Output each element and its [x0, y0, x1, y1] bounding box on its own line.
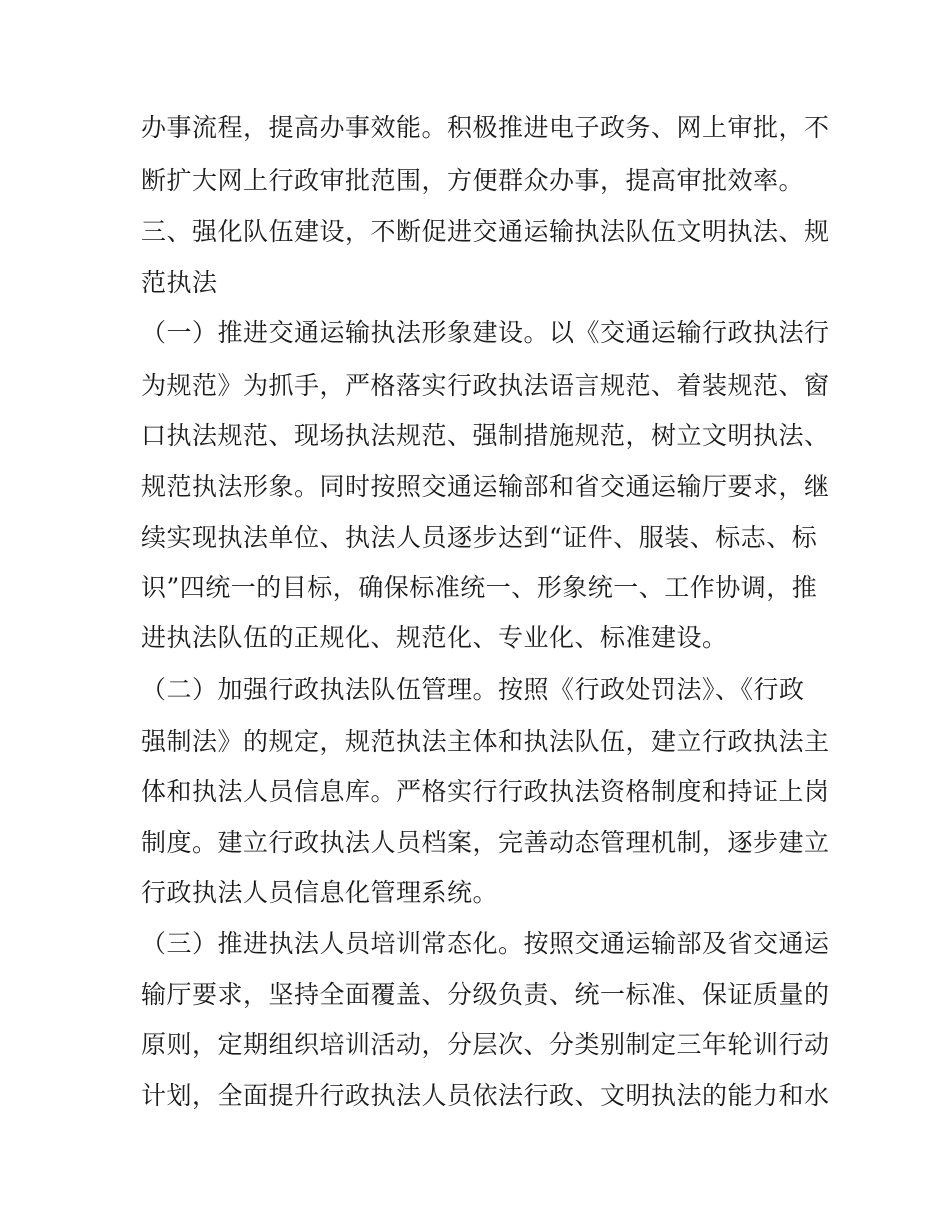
text-line: （一）推进交通运输执法形象建设。以《交通运输行政执法行 — [141, 318, 830, 347]
text-line: 为规范》为抓手，严格落实行政执法语言规范、着装规范、窗 — [141, 371, 830, 400]
text-line: 计划，全面提升行政执法人员依法行政、文明执法的能力和水 — [141, 1081, 830, 1110]
text-line: 口执法规范、现场执法规范、强制措施规范，树立文明执法、 — [141, 421, 830, 450]
text-line: 行政执法人员信息化管理系统。 — [141, 878, 499, 907]
text-line: 进执法队伍的正规化、规范化、专业化、标准建设。 — [141, 623, 728, 652]
text-line: 续实现执法单位、执法人员逐步达到“证件、服装、标志、标 — [141, 523, 818, 552]
text-line: （二）加强行政执法队伍管理。按照《行政处罚法》、《行政 — [141, 675, 805, 704]
text-line: 断扩大网上行政审批范围，方便群众办事，提高审批效率。 — [141, 166, 805, 195]
text-line: 原则，定期组织培训活动，分层次、分类别制定三年轮训行动 — [141, 1030, 830, 1059]
text-line: 制度。建立行政执法人员档案，完善动态管理机制，逐步建立 — [141, 828, 830, 857]
text-line: 规范执法形象。同时按照交通运输部和省交通运输厅要求，继 — [141, 472, 830, 501]
text-line: 输厅要求，坚持全面覆盖、分级负责、统一标准、保证质量的 — [141, 980, 830, 1009]
text-line: （三）推进执法人员培训常态化。按照交通运输部及省交通运 — [141, 929, 830, 958]
text-line: 体和执法人员信息库。严格实行行政执法资格制度和持证上岗 — [141, 777, 830, 806]
text-line: 办事流程，提高办事效能。积极推进电子政务、网上审批，不 — [141, 113, 830, 142]
section-heading: 范执法 — [141, 268, 218, 297]
section-heading: 三、强化队伍建设，不断促进交通运输执法队伍文明执法、规 — [141, 217, 830, 246]
text-line: 识”四统一的目标，确保标准统一、形象统一、工作协调，推 — [141, 573, 818, 602]
text-line: 强制法》的规定，规范执法主体和执法队伍，建立行政执法主 — [141, 727, 830, 756]
